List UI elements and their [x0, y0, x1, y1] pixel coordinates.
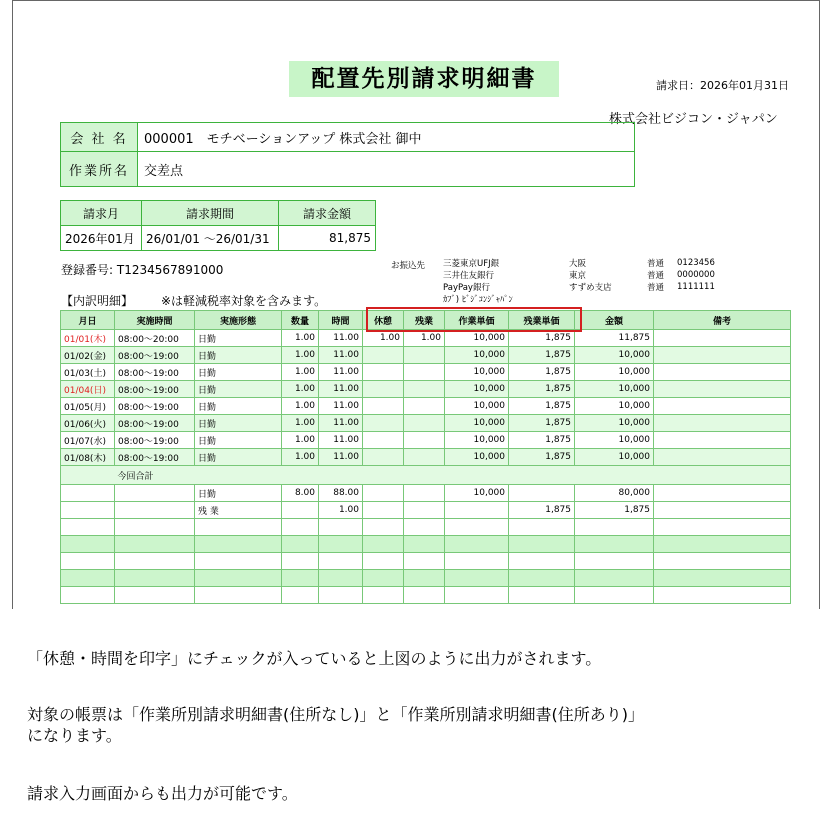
- empty-cell: [195, 570, 282, 587]
- bank-type: 普通: [647, 271, 665, 281]
- cell-qty: 1.00: [282, 432, 319, 449]
- cell-break: [363, 449, 404, 466]
- cell-ot: [404, 449, 445, 466]
- cell-break: [363, 381, 404, 398]
- cell-amount: 10,000: [575, 398, 654, 415]
- empty-cell: [445, 587, 509, 604]
- detail-title: 【内訳明細】: [61, 294, 134, 308]
- cell-break: [363, 432, 404, 449]
- highlight-box: [366, 307, 582, 332]
- empty-cell: [509, 587, 575, 604]
- empty-cell: [363, 570, 404, 587]
- total-spacer: [61, 466, 115, 485]
- cell-note: [654, 381, 791, 398]
- empty-cell: [61, 485, 115, 502]
- empty-cell: [445, 519, 509, 536]
- empty-cell: [654, 553, 791, 570]
- empty-cell: [282, 587, 319, 604]
- cell-type: 日勤: [195, 347, 282, 364]
- total-label: 今回合計: [115, 466, 791, 485]
- cell-ot-unit: 1,875: [509, 381, 575, 398]
- empty-cell: [654, 570, 791, 587]
- cell-unit: 10,000: [445, 398, 509, 415]
- empty-cell: [654, 485, 791, 502]
- empty-cell: [575, 587, 654, 604]
- empty-cell: [282, 536, 319, 553]
- bank-name: 三井住友銀行: [443, 271, 495, 281]
- caption-line-1: 「休憩・時間を印字」にチェックが入っていると上図のように出力がされます。: [27, 649, 602, 668]
- cell-note: [654, 398, 791, 415]
- invoice-date: 請求日：2026年01月31日: [656, 79, 789, 92]
- cell-hours: 11.00: [319, 398, 363, 415]
- cell-ot-unit: 1,875: [509, 398, 575, 415]
- empty-cell: [363, 485, 404, 502]
- empty-cell: [445, 553, 509, 570]
- bank-type: 普通: [647, 283, 665, 293]
- total-cell-type: 残 業: [195, 502, 282, 519]
- total-row: [61, 502, 791, 519]
- detail-table: [60, 310, 791, 604]
- empty-cell: [61, 570, 115, 587]
- cell-break: [363, 364, 404, 381]
- issuer-name: 株式会社ビジコン・ジャパン: [609, 112, 778, 127]
- cell-note: [654, 347, 791, 364]
- empty-cell: [195, 553, 282, 570]
- cell-date: 01/01(木): [61, 330, 115, 347]
- detail-row: [61, 381, 791, 398]
- cell-date: 01/07(水): [61, 432, 115, 449]
- empty-cell: [61, 519, 115, 536]
- empty-cell: [363, 587, 404, 604]
- billing-summary-table: [60, 200, 376, 251]
- empty-cell: [195, 519, 282, 536]
- summary-amount-value: 81,875: [279, 226, 376, 251]
- cell-note: [654, 330, 791, 347]
- empty-cell: [282, 519, 319, 536]
- cell-amount: 11,875: [575, 330, 654, 347]
- cell-ot-unit: 1,875: [509, 330, 575, 347]
- bank-branch: 大阪: [569, 259, 587, 269]
- detail-row: [61, 449, 791, 466]
- cell-ot: [404, 415, 445, 432]
- empty-cell: [404, 553, 445, 570]
- empty-cell: [115, 587, 195, 604]
- detail-note: ※は軽減税率対象を含みます。: [161, 294, 327, 308]
- cell-date: 01/05(月): [61, 398, 115, 415]
- cell-time: 08:00～19:00: [115, 381, 195, 398]
- empty-cell: [404, 570, 445, 587]
- cell-date: 01/08(木): [61, 449, 115, 466]
- company-value: 000001 モチベーションアップ 株式会社 御中: [138, 123, 635, 152]
- empty-cell: [195, 536, 282, 553]
- site-label: 作業所名: [61, 152, 138, 187]
- empty-cell: [319, 570, 363, 587]
- empty-cell: [404, 536, 445, 553]
- empty-cell: [61, 587, 115, 604]
- cell-note: [654, 415, 791, 432]
- cell-unit: 10,000: [445, 330, 509, 347]
- cell-hours: 11.00: [319, 330, 363, 347]
- total-cell-ot-unit: [509, 485, 575, 502]
- bank-row: [443, 293, 715, 305]
- empty-cell: [115, 553, 195, 570]
- cell-type: 日勤: [195, 432, 282, 449]
- empty-cell: [404, 587, 445, 604]
- detail-row: [61, 347, 791, 364]
- empty-cell: [282, 570, 319, 587]
- bank-row: [443, 269, 715, 281]
- cell-time: 08:00～19:00: [115, 364, 195, 381]
- cell-type: 日勤: [195, 364, 282, 381]
- document-title: 配置先別請求明細書: [289, 61, 559, 97]
- cell-unit: 10,000: [445, 364, 509, 381]
- cell-note: [654, 432, 791, 449]
- bank-branch: すずめ支店: [569, 283, 612, 293]
- bank-row: [443, 281, 715, 293]
- empty-cell: [363, 536, 404, 553]
- col-hours: 時間: [319, 311, 363, 330]
- cell-qty: 1.00: [282, 398, 319, 415]
- empty-cell: [654, 519, 791, 536]
- cell-type: 日勤: [195, 381, 282, 398]
- cell-note: [654, 449, 791, 466]
- bank-account: 0123456: [677, 258, 715, 268]
- cell-type: 日勤: [195, 415, 282, 432]
- empty-cell: [509, 536, 575, 553]
- cell-ot: [404, 398, 445, 415]
- cell-ot: [404, 347, 445, 364]
- detail-row: [61, 330, 791, 347]
- empty-cell: [61, 553, 115, 570]
- cell-amount: 10,000: [575, 347, 654, 364]
- client-info-table: [60, 122, 635, 187]
- empty-cell: [404, 485, 445, 502]
- empty-cell: [654, 587, 791, 604]
- cell-unit: 10,000: [445, 432, 509, 449]
- empty-cell: [115, 536, 195, 553]
- site-value: 交差点: [138, 152, 635, 187]
- total-cell-hours: 1.00: [319, 502, 363, 519]
- cell-date: 01/06(火): [61, 415, 115, 432]
- empty-cell: [445, 570, 509, 587]
- cell-type: 日勤: [195, 398, 282, 415]
- cell-amount: 10,000: [575, 364, 654, 381]
- empty-cell: [319, 519, 363, 536]
- cell-amount: 10,000: [575, 381, 654, 398]
- empty-cell: [115, 570, 195, 587]
- cell-qty: 1.00: [282, 449, 319, 466]
- bank-name: PayPay銀行: [443, 283, 490, 293]
- empty-cell: [363, 553, 404, 570]
- empty-cell: [319, 536, 363, 553]
- blank-row: [61, 536, 791, 553]
- cell-ot-unit: 1,875: [509, 415, 575, 432]
- col-overtime: 残業: [404, 311, 445, 330]
- summary-month-value: 2026年01月: [61, 226, 142, 251]
- total-cell-qty: [282, 502, 319, 519]
- empty-cell: [654, 502, 791, 519]
- cell-qty: 1.00: [282, 415, 319, 432]
- empty-cell: [319, 553, 363, 570]
- blank-row: [61, 553, 791, 570]
- cell-qty: 1.00: [282, 364, 319, 381]
- col-note: 備考: [654, 311, 791, 330]
- cell-date: 01/03(土): [61, 364, 115, 381]
- cell-time: 08:00～19:00: [115, 398, 195, 415]
- empty-cell: [575, 570, 654, 587]
- cell-ot-unit: 1,875: [509, 347, 575, 364]
- cell-amount: 10,000: [575, 432, 654, 449]
- col-unit-price: 作業単価: [445, 311, 509, 330]
- bank-type: 普通: [647, 259, 665, 269]
- empty-cell: [404, 519, 445, 536]
- empty-cell: [575, 536, 654, 553]
- cell-unit: 10,000: [445, 347, 509, 364]
- cell-amount: 10,000: [575, 449, 654, 466]
- cell-ot: [404, 432, 445, 449]
- total-label-row: [61, 466, 791, 485]
- col-overtime-price: 残業単価: [509, 311, 575, 330]
- total-cell-hours: 88.00: [319, 485, 363, 502]
- col-break: 休憩: [363, 311, 404, 330]
- cell-qty: 1.00: [282, 381, 319, 398]
- cell-time: 08:00～19:00: [115, 415, 195, 432]
- cell-qty: 1.00: [282, 330, 319, 347]
- cell-ot: [404, 364, 445, 381]
- cell-time: 08:00～20:00: [115, 330, 195, 347]
- col-time: 実施時間: [115, 311, 195, 330]
- summary-amount-header: 請求金額: [279, 201, 376, 226]
- bank-branch: 東京: [569, 271, 587, 281]
- cell-type: 日勤: [195, 330, 282, 347]
- cell-hours: 11.00: [319, 364, 363, 381]
- blank-row: [61, 587, 791, 604]
- empty-cell: [404, 502, 445, 519]
- cell-time: 08:00～19:00: [115, 449, 195, 466]
- blank-row: [61, 519, 791, 536]
- cell-unit: 10,000: [445, 449, 509, 466]
- empty-cell: [509, 519, 575, 536]
- cell-hours: 11.00: [319, 432, 363, 449]
- total-cell-unit: 10,000: [445, 485, 509, 502]
- cell-hours: 11.00: [319, 449, 363, 466]
- bank-holder: ｶﾌﾞ) ﾋﾞｼﾞｺﾝｼﾞｬﾊﾟﾝ: [443, 295, 513, 305]
- cell-ot-unit: 1,875: [509, 449, 575, 466]
- cell-qty: 1.00: [282, 347, 319, 364]
- total-cell-type: 日勤: [195, 485, 282, 502]
- cell-ot: [404, 381, 445, 398]
- empty-cell: [445, 536, 509, 553]
- col-type: 実施形態: [195, 311, 282, 330]
- cell-note: [654, 364, 791, 381]
- cell-break: [363, 415, 404, 432]
- bank-label: お振込先: [391, 261, 426, 271]
- cell-type: 日勤: [195, 449, 282, 466]
- bank-account: 1111111: [677, 282, 715, 292]
- cell-unit: 10,000: [445, 381, 509, 398]
- total-cell-amount: 80,000: [575, 485, 654, 502]
- empty-cell: [195, 587, 282, 604]
- col-date: 月日: [61, 311, 115, 330]
- col-amount: 金額: [575, 311, 654, 330]
- cell-ot-unit: 1,875: [509, 364, 575, 381]
- blank-row: [61, 570, 791, 587]
- cell-break: [363, 398, 404, 415]
- empty-cell: [363, 519, 404, 536]
- caption-line-4: 請求入力画面からも出力が可能です。: [27, 784, 298, 803]
- empty-cell: [575, 519, 654, 536]
- detail-row: [61, 415, 791, 432]
- cell-hours: 11.00: [319, 381, 363, 398]
- bank-row: [443, 257, 715, 269]
- cell-amount: 10,000: [575, 415, 654, 432]
- empty-cell: [509, 553, 575, 570]
- total-cell-qty: 8.00: [282, 485, 319, 502]
- caption-line-2: 対象の帳票は「作業所別請求明細書(住所なし)」と「作業所別請求明細書(住所あり)」: [27, 705, 644, 724]
- total-row: [61, 485, 791, 502]
- empty-cell: [61, 536, 115, 553]
- empty-cell: [282, 553, 319, 570]
- summary-period-value: 26/01/01 ～26/01/31: [142, 226, 279, 251]
- empty-cell: [575, 553, 654, 570]
- cell-date: 01/02(金): [61, 347, 115, 364]
- cell-hours: 11.00: [319, 415, 363, 432]
- bank-name: 三菱東京UFJ銀: [443, 259, 500, 269]
- detail-row: [61, 432, 791, 449]
- cell-ot: 1.00: [404, 330, 445, 347]
- total-cell-unit: [445, 502, 509, 519]
- invoice-document: [12, 0, 820, 609]
- company-label: 会 社 名: [61, 123, 138, 152]
- empty-cell: [61, 502, 115, 519]
- bank-account: 0000000: [677, 270, 715, 280]
- detail-row: [61, 364, 791, 381]
- cell-break: [363, 347, 404, 364]
- total-cell-amount: 1,875: [575, 502, 654, 519]
- summary-month-header: 請求月: [61, 201, 142, 226]
- col-qty: 数量: [282, 311, 319, 330]
- registration-number: 登録番号: T1234567891000: [61, 263, 224, 277]
- cell-date: 01/04(日): [61, 381, 115, 398]
- summary-period-header: 請求期間: [142, 201, 279, 226]
- empty-cell: [509, 570, 575, 587]
- empty-cell: [654, 536, 791, 553]
- total-cell-ot-unit: 1,875: [509, 502, 575, 519]
- empty-cell: [363, 502, 404, 519]
- cell-unit: 10,000: [445, 415, 509, 432]
- detail-row: [61, 398, 791, 415]
- cell-time: 08:00～19:00: [115, 432, 195, 449]
- empty-cell: [115, 502, 195, 519]
- bank-table: [443, 257, 715, 305]
- empty-cell: [115, 519, 195, 536]
- empty-cell: [319, 587, 363, 604]
- cell-ot-unit: 1,875: [509, 432, 575, 449]
- cell-time: 08:00～19:00: [115, 347, 195, 364]
- cell-hours: 11.00: [319, 347, 363, 364]
- cell-break: 1.00: [363, 330, 404, 347]
- caption-line-3: になります。: [27, 726, 122, 745]
- empty-cell: [115, 485, 195, 502]
